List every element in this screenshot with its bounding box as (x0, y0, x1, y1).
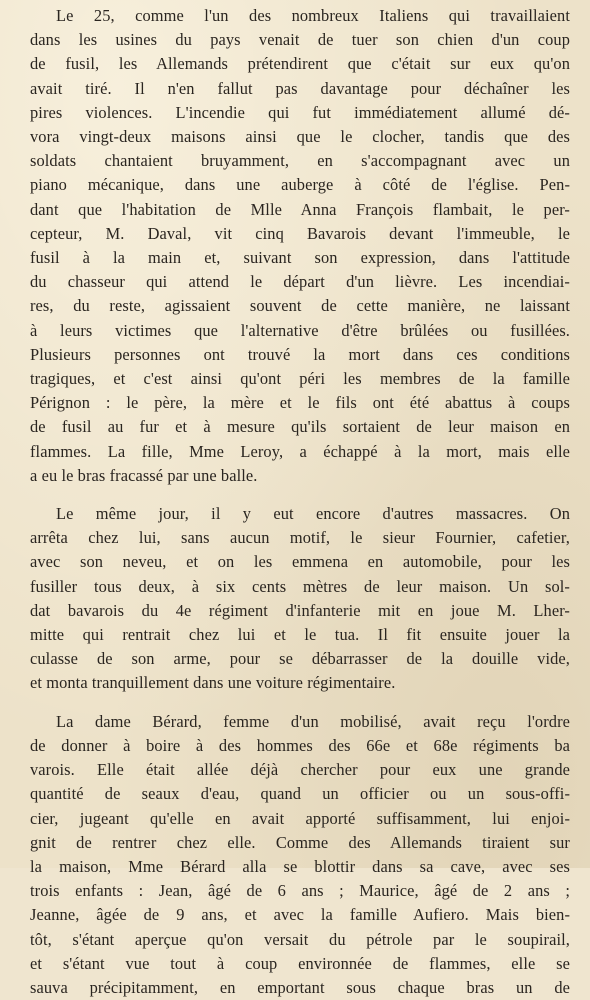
text-line: de fusil au fur et à mesure qu'ils sortaient de leur maison en (30, 417, 570, 437)
text-line: dat bavarois du 4e régiment d'infanterie mit en joue M. Lher- (30, 600, 570, 620)
text-line: fusiller tous deux, à six cents mètres de leur maison. Un sol- (30, 576, 570, 596)
text-line: a eu le bras fracassé par une balle. (30, 465, 258, 485)
text-line: Jeanne, âgée de 9 ans, et avec la famille Aufiero. Mais bien- (30, 905, 570, 925)
text-line: Plusieurs personnes ont trouvé la mort dans ces conditions (30, 344, 570, 364)
paragraph-3 (30, 710, 570, 1000)
text-line: vora vingt-deux maisons ainsi que le clocher, tandis que des (30, 127, 570, 147)
text-line: fusil à la main et, suivant son expression, dans l'attitude (30, 248, 570, 268)
text-line: dant que l'habitation de Mlle Anna François flambait, le per- (30, 199, 570, 219)
text-line: tragiques, et c'est ainsi qu'ont péri les membres de la famille (30, 369, 570, 389)
text-line: la maison, Mme Bérard alla se blottir dans sa cave, avec ses (30, 856, 570, 876)
text-line: gnit de rentrer chez elle. Comme des Allemands tiraient sur (30, 832, 570, 852)
text-line: culasse de son arme, pour se débarrasser de la douille vide, (30, 649, 570, 669)
text-line: quantité de seaux d'eau, quand un officier ou un sous-offi- (30, 784, 570, 804)
text-line: sauva précipitamment, en emportant sous chaque bras un de (30, 977, 570, 997)
paragraph-gap (30, 488, 570, 502)
text-line: soldats chantaient bruyamment, en s'accompagnant avec un (30, 151, 570, 171)
text-line: tôt, s'étant aperçue qu'on versait du pétrole par le soupirail, (30, 929, 570, 949)
text-line: arrêta chez lui, sans aucun motif, le sieur Fournier, cafetier, (30, 528, 570, 548)
text-line: de donner à boire à des hommes des 66e et 68e régiments ba (30, 735, 570, 755)
text-line: piano mécanique, dans une auberge à côté de l'église. Pen- (30, 175, 570, 195)
text-line: avec son neveu, et on les emmena en automobile, pour les (30, 552, 570, 572)
text-line: et monta tranquillement dans une voiture régimentaire. (30, 673, 396, 693)
text-line: mitte qui rentrait chez lui et le tua. Il fit ensuite jouer la (30, 625, 570, 645)
text-line: Pérignon : le père, la mère et le fils ont été abattus à coups (30, 393, 570, 413)
text-line: flammes. La fille, Mme Leroy, a échappé à la mort, mais elle (30, 441, 570, 461)
text-line: trois enfants : Jean, âgé de 6 ans ; Maurice, âgé de 2 ans ; (30, 881, 570, 901)
text-line: du chasseur qui attend le départ d'un lièvre. Les incendiai- (30, 272, 570, 292)
text-line: avait tiré. Il n'en fallut pas davantage pour déchaîner les (30, 78, 570, 98)
text-line: res, du reste, agissaient souvent de cette manière, ne laissant (30, 296, 570, 316)
text-line: de fusil, les Allemands prétendirent que c'était sur eux qu'on (30, 54, 570, 74)
paragraph-gap (30, 696, 570, 710)
text-line: Le même jour, il y eut encore d'autres massacres. On (56, 504, 570, 524)
paragraph-1 (30, 4, 570, 488)
paragraph-2 (30, 502, 570, 696)
text-line: cepteur, M. Daval, vit cinq Bavarois devant l'immeuble, le (30, 223, 570, 243)
text-line: et s'étant vue tout à coup environnée de flammes, elle se (30, 953, 570, 973)
text-line: La dame Bérard, femme d'un mobilisé, avait reçu l'ordre (56, 711, 570, 731)
text-line: pires violences. L'incendie qui fut immédiatement allumé dé- (30, 102, 570, 122)
text-line: cier, jugeant qu'elle en avait apporté suffisamment, lui enjoi- (30, 808, 570, 828)
text-line: à leurs victimes que l'alternative d'être brûlées ou fusillées. (30, 320, 570, 340)
text-line: Le 25, comme l'un des nombreux Italiens qui travaillaient (56, 6, 570, 25)
text-line: varois. Elle était allée déjà chercher pour eux une grande (30, 760, 570, 780)
text-line: dans les usines du pays venait de tuer son chien d'un coup (30, 30, 570, 50)
